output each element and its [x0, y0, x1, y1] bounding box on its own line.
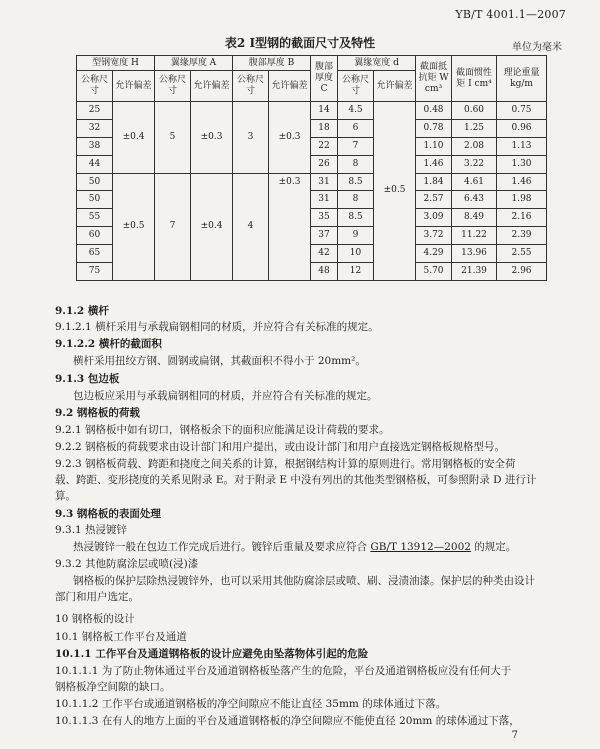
- cell-w: 1.46: [416, 155, 452, 173]
- para-9-3-2-line1: 钢格板的保护层除热浸镀锌外，也可以采用其他防腐涂层或喷、刷、浸渍油漆。保护层的种类由设计: [73, 575, 535, 587]
- cell-i: 3.22: [452, 155, 497, 173]
- cell-d: 8: [338, 191, 374, 209]
- cell-m: 1.30: [497, 155, 547, 173]
- cell-d: 4.5: [338, 102, 374, 120]
- header-nominal: 公称尺寸: [155, 71, 191, 102]
- cell-c: 31: [311, 191, 338, 209]
- cell-m: 2.96: [497, 263, 547, 281]
- cell-m: 2.16: [497, 209, 547, 227]
- cell-c: 37: [311, 227, 338, 245]
- clause-10-1-1-2: 10.1.1.2 工作平台或通道钢格板的净空间隙应不能让直径 35mm 的球体通过下落。: [55, 698, 447, 710]
- cell-h: 75: [77, 263, 113, 281]
- cell-i: 0.60: [452, 102, 497, 120]
- cell-i: 21.39: [452, 263, 497, 281]
- clause-10-1-1-3: 10.1.1.3 在有人的地方上面的平台及通道钢格板的净空间隙应不能使直径 20mm 的球体通过下落，: [55, 715, 520, 727]
- cell-w: 1.10: [416, 137, 452, 155]
- clause-9-2-3-line1: 9.2.3 钢格板荷载、跨距和挠度之间关系的计算，根据钢结构计算的原则进行。常用钢格板的安全荷: [55, 458, 516, 470]
- unit-note: 单位为毫米: [512, 42, 562, 53]
- standard-number: YB/T 4001.1—2007: [455, 8, 566, 21]
- cell-m: 1.46: [497, 173, 547, 191]
- section-9-3-1: 9.3.1 热浸镀锌: [55, 524, 128, 536]
- cell-w: 5.70: [416, 263, 452, 281]
- header-i: 截面惯性矩 I cm⁴: [452, 56, 497, 102]
- cell-w: 3.09: [416, 209, 452, 227]
- para-9-1-3: 包边板应采用与承载扁钢相同的材质，并应符合有关标准的规定。: [73, 390, 378, 402]
- cell-c: 18: [311, 119, 338, 137]
- cell-i: 1.25: [452, 119, 497, 137]
- section-10-1-1: 10.1.1 工作平台及通道钢格板的设计应避免由坠落物体引起的危险: [55, 648, 369, 660]
- section-9-1-3: 9.1.3 包边板: [55, 373, 120, 385]
- cell-h: 25: [77, 102, 113, 120]
- cell-c: 26: [311, 155, 338, 173]
- cell-h: 32: [77, 119, 113, 137]
- cell-w: 2.57: [416, 191, 452, 209]
- header-d: 翼缘宽度 d: [338, 56, 416, 71]
- header-tolerance: 允许偏差: [191, 71, 233, 102]
- cell-c: 14: [311, 102, 338, 120]
- cell-w: 1.84: [416, 173, 452, 191]
- cell-d: 7: [338, 137, 374, 155]
- header-w: 截面抵抗矩 W cm³: [416, 56, 452, 102]
- section-10-1: 10.1 钢格板工作平台及通道: [55, 631, 187, 643]
- clause-9-2-1: 9.2.1 钢格板中如有切口，钢格板余下的面积应能满足设计荷载的要求。: [55, 424, 390, 436]
- cell-h-tol: ±0.5: [113, 173, 155, 280]
- cell-w: 3.72: [416, 227, 452, 245]
- cell-w: 4.29: [416, 245, 452, 263]
- table-title: 表2 I型钢的截面尺寸及特性: [224, 36, 376, 50]
- cell-h: 38: [77, 137, 113, 155]
- para-9-3-2-line2: 部门和用户选定。: [55, 591, 139, 603]
- cell-i: 6.43: [452, 191, 497, 209]
- cell-b: 4: [233, 173, 269, 280]
- cell-i: 11.22: [452, 227, 497, 245]
- cell-h: 65: [77, 245, 113, 263]
- para-9-3-1: [55, 540, 563, 554]
- cell-m: 1.98: [497, 191, 547, 209]
- clause-10-1-1-1-line1: 10.1.1.1 为了防止物体通过平台及通道钢格板坠落产生的危险，平台及通道钢格板应没有任何大于: [55, 665, 512, 677]
- header-c: 腹部厚度 C: [311, 56, 338, 102]
- header-tolerance: 允许偏差: [374, 71, 416, 102]
- cell-i: 2.08: [452, 137, 497, 155]
- cell-h: 50: [77, 191, 113, 209]
- clause-9-1-2-1: 9.1.2.1 横杆采用与承载扁钢相同的材质，并应符合有关标准的规定。: [55, 321, 379, 333]
- cell-d: 9: [338, 227, 374, 245]
- cell-i: 4.61: [452, 173, 497, 191]
- para-9-3-1-end: 的规定。: [474, 541, 517, 553]
- cell-c: 42: [311, 245, 338, 263]
- section-properties-table: [76, 55, 547, 281]
- header-nominal: 公称尺寸: [338, 71, 374, 102]
- cell-m: 2.55: [497, 245, 547, 263]
- clause-9-2-3-line3: 算。: [55, 490, 76, 502]
- clause-10-1-1-1-line2: 钢格板净空间隙的缺口。: [55, 681, 171, 693]
- clause-9-2-3-line2: 载、跨距、变形挠度的关系见附录 E。对于附录 E 中没有列出的其他类型钢格板，可参照附录 D 进行计: [55, 474, 537, 486]
- para-9-1-2-2: 横杆采用扭绞方钢、圆钢或扁钢，其截面积不得小于 20mm²。: [73, 355, 366, 367]
- cell-d: 10: [338, 245, 374, 263]
- section-9-3: 9.3 钢格板的表面处理: [55, 508, 161, 520]
- cell-h: 55: [77, 209, 113, 227]
- header-tolerance: 允许偏差: [113, 71, 155, 102]
- cell-d: 12: [338, 263, 374, 281]
- standard-reference: GB/T 13912—2002: [370, 541, 471, 553]
- cell-a: 7: [155, 173, 191, 280]
- cell-b-tol: ±0.3: [269, 173, 311, 280]
- cell-c: 22: [311, 137, 338, 155]
- cell-w: 0.78: [416, 119, 452, 137]
- section-10: 10 钢格板的设计: [55, 613, 135, 625]
- header-b: 腹部厚度 B: [233, 56, 311, 71]
- header-h: 型钢宽度 H: [77, 56, 155, 71]
- clause-9-2-2: 9.2.2 钢格板的荷载要求由设计部门和用户提出，或由设计部门和用户直接选定钢格板规格型号。: [55, 441, 506, 453]
- cell-h: 44: [77, 155, 113, 173]
- page-number: 7: [511, 730, 518, 741]
- header-tolerance: 允许偏差: [269, 71, 311, 102]
- cell-w: 0.48: [416, 102, 452, 120]
- cell-i: 8.49: [452, 209, 497, 227]
- section-9-1-2-2: 9.1.2.2 横杆的截面积: [55, 338, 162, 350]
- para-9-3-1-text: 热浸镀锌一般在包边工作完成后进行。镀锌后重量及要求应符合: [73, 541, 367, 553]
- cell-a: 5: [155, 102, 191, 174]
- cell-c: 31: [311, 173, 338, 191]
- cell-h: 50: [77, 173, 113, 191]
- cell-c: 48: [311, 263, 338, 281]
- cell-d: 8: [338, 155, 374, 173]
- header-nominal: 公称尺寸: [77, 71, 113, 102]
- cell-a-tol: ±0.3: [191, 102, 233, 174]
- cell-m: 1.13: [497, 137, 547, 155]
- cell-i: 13.96: [452, 245, 497, 263]
- cell-c: 35: [311, 209, 338, 227]
- cell-h: 60: [77, 227, 113, 245]
- cell-d: 8.5: [338, 209, 374, 227]
- cell-d: 6: [338, 119, 374, 137]
- cell-d-tol: ±0.5: [374, 102, 416, 281]
- cell-d: 8.5: [338, 173, 374, 191]
- section-9-1-2: 9.1.2 横杆: [55, 305, 109, 317]
- section-9-2: 9.2 钢格板的荷载: [55, 407, 140, 419]
- header-nominal: 公称尺寸: [233, 71, 269, 102]
- cell-m: 0.96: [497, 119, 547, 137]
- cell-a-tol: ±0.4: [191, 173, 233, 280]
- cell-b-tol: ±0.3: [269, 102, 311, 174]
- section-9-3-2: 9.3.2 其他防腐涂层或喷(浸)漆: [55, 558, 199, 570]
- header-m: 理论重量 kg/m: [497, 56, 547, 102]
- cell-b: 3: [233, 102, 269, 174]
- header-a: 翼缘厚度 A: [155, 56, 233, 71]
- cell-m: 2.39: [497, 227, 547, 245]
- cell-m: 0.75: [497, 102, 547, 120]
- cell-h-tol: ±0.4: [113, 102, 155, 174]
